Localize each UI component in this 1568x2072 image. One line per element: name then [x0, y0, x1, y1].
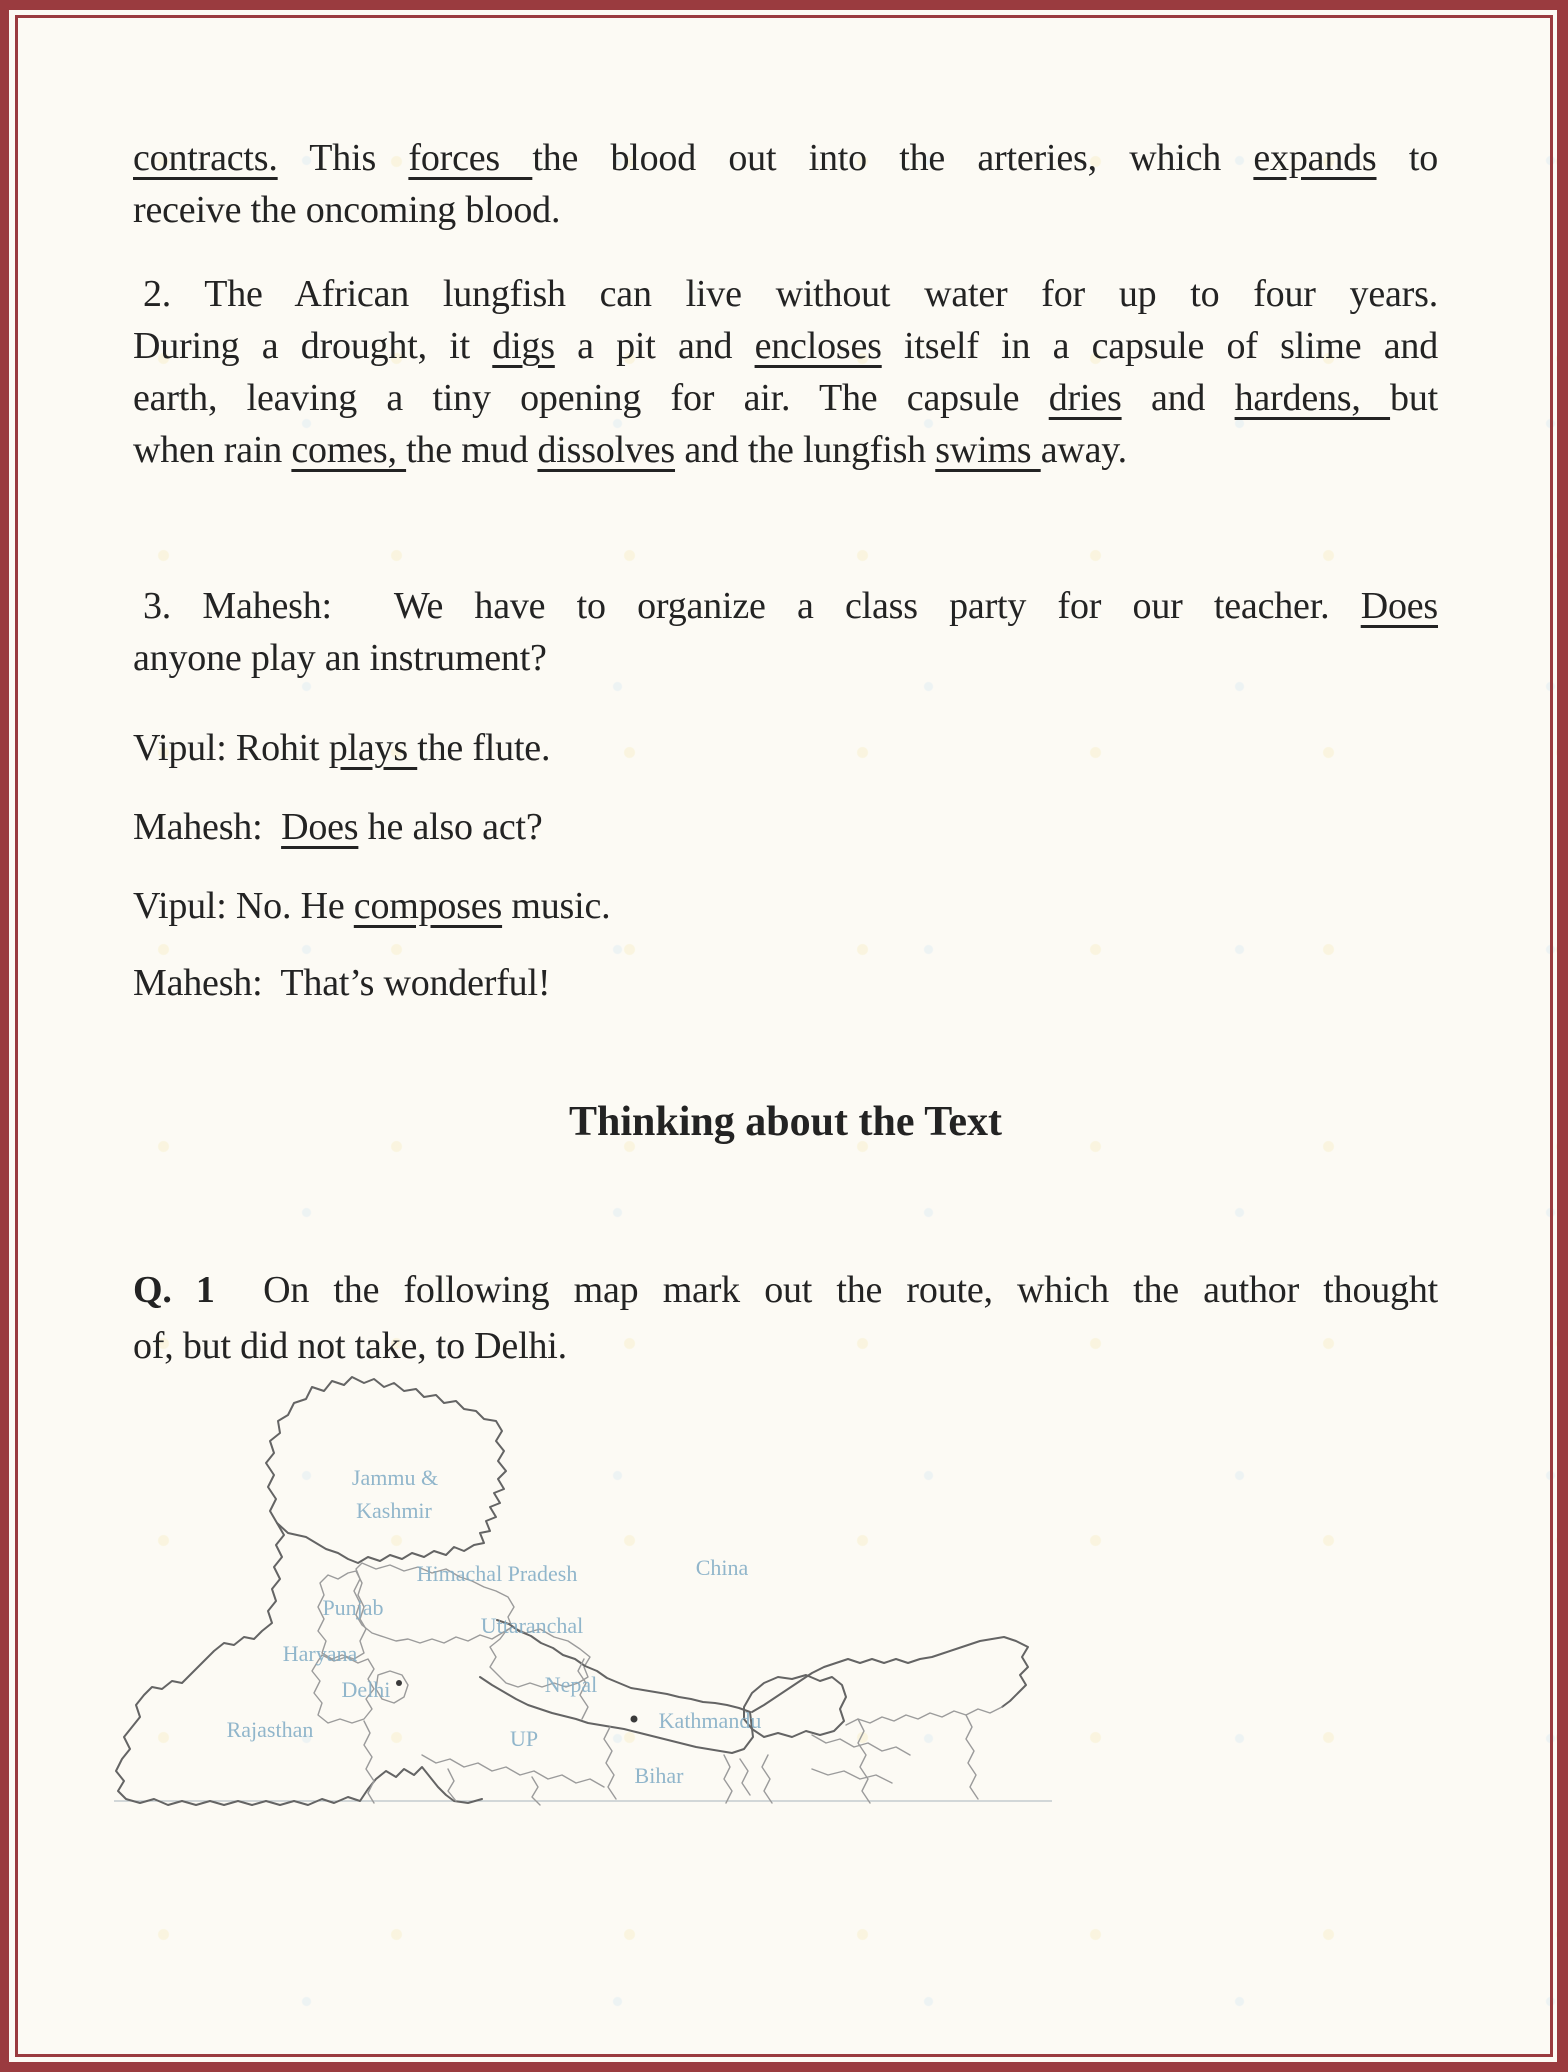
text-line — [133, 632, 1438, 684]
text-segment: when rain — [133, 429, 292, 471]
map-border-ne-states-2 — [966, 1715, 978, 1799]
text-segment: During a drought, it — [133, 325, 493, 367]
text-segment: to — [1376, 137, 1438, 179]
text-segment: of, but did not take, to Delhi. — [133, 1325, 567, 1367]
text-segment: receive the oncoming blood. — [133, 189, 561, 231]
text-line — [133, 132, 1438, 184]
map-border-up-south — [422, 1755, 604, 1787]
bold-text-segment: Q. 1 — [133, 1269, 215, 1311]
underlined-word: plays — [328, 727, 418, 769]
map-label-kashmir: Kashmir — [356, 1498, 432, 1523]
text-segment: and the lungfish — [675, 429, 936, 471]
text-segment: Vipul: Rohit — [133, 727, 329, 769]
map-label-up: UP — [509, 1726, 539, 1751]
underlined-word: dries — [1048, 377, 1122, 419]
section-heading: Thinking about the Text — [568, 1099, 1002, 1145]
map-label-uttaranchal: Uttaranchal — [480, 1613, 584, 1638]
map-label-rajasthan: Rajasthan — [226, 1717, 314, 1742]
map-border-rajasthan-east — [364, 1721, 374, 1803]
underlined-word: digs — [492, 325, 555, 367]
dialogue-line-vipul-2 — [133, 880, 1438, 932]
underlined-word: swims — [935, 429, 1041, 471]
text-segment: This — [277, 137, 409, 179]
text-line — [133, 372, 1438, 424]
map-label-punjab: Punjab — [322, 1595, 384, 1620]
underlined-word: contracts. — [133, 137, 278, 179]
text-segment: 2. The African lungfish can live without water for up to four years. — [143, 273, 1438, 315]
underlined-word: Does — [281, 806, 359, 848]
text-line — [133, 957, 1438, 1009]
text-segment: earth, leaving a tiny opening for air. The capsule — [133, 377, 1049, 419]
text-segment: the mud — [406, 429, 538, 471]
text-line — [133, 320, 1438, 372]
map-label-nepal: Nepal — [544, 1672, 598, 1697]
text-line — [133, 184, 1438, 236]
text-segment: Vipul: No. He — [133, 885, 354, 927]
text-segment: he also act? — [358, 806, 543, 848]
delhi-city-dot — [396, 1680, 402, 1686]
underlined-word: expands — [1253, 137, 1377, 179]
text-line — [133, 722, 1438, 774]
text-line — [133, 1262, 1438, 1318]
map-border-northeast-outer — [752, 1637, 1028, 1712]
map-label-bihar: Bihar — [634, 1763, 684, 1788]
text-segment: the blood out into the arteries, which — [532, 137, 1254, 179]
dialogue-line-mahesh-1 — [133, 801, 1438, 853]
text-segment: 3. Mahesh: We have to organize a class party for our teacher. — [143, 585, 1361, 627]
text-line — [133, 880, 1438, 932]
underlined-word: Does — [1360, 585, 1438, 627]
text-line — [133, 268, 1438, 320]
dialogue-line-vipul-1 — [133, 722, 1438, 774]
map-label-china: China — [695, 1555, 749, 1580]
map-label-delhi: Delhi — [341, 1677, 391, 1702]
text-line — [133, 1318, 1438, 1374]
map-label-haryana: Haryana — [282, 1641, 358, 1666]
map-label-himachal-pradesh: Himachal Pradesh — [416, 1561, 578, 1586]
text-segment: music. — [502, 885, 611, 927]
text-segment: anyone play an instrument? — [133, 637, 547, 679]
underlined-word: forces — [408, 137, 533, 179]
map-label-kathmandu: Kathmandu — [658, 1708, 762, 1733]
question-1-text — [133, 1262, 1438, 1374]
paragraph-heart-contracts — [133, 132, 1438, 236]
text-segment: Mahesh: That’s wonderful! — [133, 962, 551, 1004]
text-segment: On the following map mark out the route, which the author thought — [214, 1269, 1438, 1311]
underlined-word: encloses — [754, 325, 882, 367]
text-segment: itself in a capsule of slime and — [881, 325, 1438, 367]
paragraph-dialogue-intro — [133, 580, 1438, 684]
underlined-word: comes, — [291, 429, 407, 471]
map-border-assam-valley — [846, 1707, 1002, 1725]
text-segment: and — [1121, 377, 1235, 419]
map-border-ne-states-1 — [858, 1719, 870, 1803]
india-map — [112, 1375, 1064, 1815]
kathmandu-city-dot — [631, 1716, 638, 1723]
map-border-meghalaya — [812, 1735, 910, 1783]
underlined-word: dissolves — [537, 429, 676, 471]
text-segment: Mahesh: — [133, 806, 282, 848]
map-border-up-bihar — [604, 1727, 616, 1799]
text-line — [133, 801, 1438, 853]
map-border-bihar-east — [762, 1755, 772, 1803]
map-city-dots — [396, 1680, 638, 1723]
dialogue-line-mahesh-2 — [133, 957, 1438, 1009]
map-border-bengal-confluence — [724, 1755, 750, 1803]
underlined-word: composes — [353, 885, 503, 927]
text-segment: but — [1390, 377, 1439, 419]
text-segment: away. — [1040, 429, 1127, 471]
paragraph-african-lungfish — [133, 268, 1438, 476]
map-label-jammu-: Jammu & — [351, 1465, 439, 1490]
text-line — [133, 424, 1438, 476]
underlined-word: hardens, — [1234, 377, 1391, 419]
text-segment: a pit and — [554, 325, 755, 367]
text-line — [133, 580, 1438, 632]
map-state-labels — [227, 1465, 762, 1788]
map-border-bundelkhand — [448, 1769, 540, 1805]
text-segment: the flute. — [417, 727, 551, 769]
